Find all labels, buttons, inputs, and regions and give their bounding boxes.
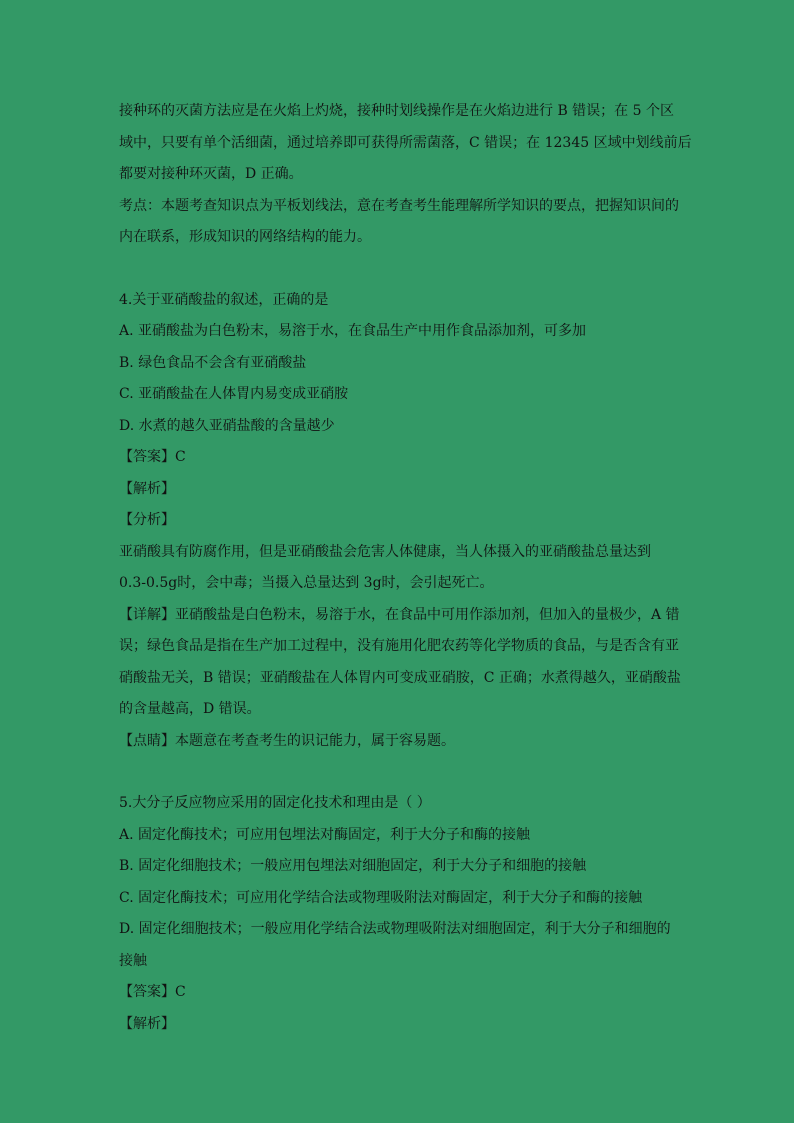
option-d-continued: 接触 [119,952,147,969]
intro-kaodian-line: 内在联系，形成知识的网络结构的能力。 [119,229,371,245]
detail-line: 【详解】亚硝酸盐是白色粉末，易溶于水，在食品中可用作添加剂，但加入的量极少，A 错 [119,606,680,623]
question-5 [119,788,679,1040]
option-a: A. 亚硝酸盐为白色粉末，易溶于水，在食品生产中用作食品添加剂，可多加 [119,323,587,339]
section-spacer [119,254,679,285]
fenxi-heading: 【分析】 [119,512,175,528]
fenxi-line: 亚硝酸具有防腐作用，但是亚硝酸盐会危害人体健康，当人体摄入的亚硝酸盐总量达到 [119,543,651,560]
detail-line: 硝酸盐无关，B 错误；亚硝酸盐在人体胃内可变成亚硝胺，C 正确；水煮得越久，亚硝酸盐 [119,669,681,686]
option-c: C. 固定化酶技术；可应用化学结合法或物理吸附法对酶固定，利于大分子和酶的接触 [119,889,643,906]
option-c: C. 亚硝酸盐在人体胃内易变成亚硝胺 [119,386,349,402]
intro-kaodian-line: 考点：本题考查知识点为平板划线法，意在考查考生能理解所学知识的要点，把握知识间的 [119,197,679,214]
option-b: B. 绿色食品不会含有亚硝酸盐 [119,354,307,371]
analysis-heading: 【解析】 [119,1015,175,1032]
answer-label: 【答案】C [119,449,186,465]
intro-section [119,96,692,254]
option-b: B. 固定化细胞技术；一般应用包埋法对细胞固定，利于大分子和细胞的接触 [119,858,587,874]
analysis-heading: 【解析】 [119,480,175,497]
answer-label: 【答案】C [119,984,186,1000]
document-body [119,96,692,1040]
option-d: D. 固定化细胞技术；一般应用化学结合法或物理吸附法对细胞固定，利于大分子和细胞的 [119,921,671,937]
section-spacer [119,757,679,788]
question-4 [119,285,679,758]
question-stem: 5.大分子反应物应采用的固定化技术和理由是（ ） [119,795,431,811]
intro-line: 域中，只要有单个活细菌，通过培养即可获得所需菌落，C 错误；在 12345 区域中划线前后 [119,134,692,151]
comment-line: 【点睛】本题意在考查考生的识记能力，属于容易题。 [119,732,455,749]
question-stem: 4.关于亚硝酸盐的叙述，正确的是 [119,291,329,308]
option-a: A. 固定化酶技术；可应用包埋法对酶固定，利于大分子和酶的接触 [119,826,531,843]
intro-line: 接种环的灭菌方法应是在火焰上灼烧，接种时划线操作是在火焰边进行 B 错误；在 5 个区 [119,103,674,119]
option-d: D. 水煮的越久亚硝盐酸的含量越少 [119,417,335,434]
fenxi-line: 0.3-0.5g时，会中毒；当摄入总量达到 3g时，会引起死亡。 [119,575,494,591]
detail-line: 误；绿色食品是指在生产加工过程中，没有施用化肥农药等化学物质的食品，与是否含有亚 [119,638,679,654]
intro-line: 都要对接种环灭菌，D 正确。 [119,166,303,182]
detail-line: 的含量越高，D 错误。 [119,701,261,717]
